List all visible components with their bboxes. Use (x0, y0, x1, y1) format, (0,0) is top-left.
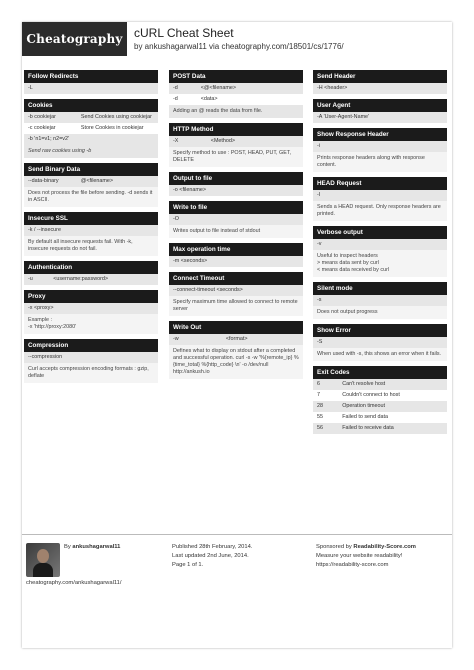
page-title: cURL Cheat Sheet (134, 26, 234, 40)
by-label: By (64, 544, 71, 550)
author-line (64, 543, 120, 552)
section-http-method (169, 123, 303, 167)
cmd-cell: -d (173, 85, 178, 91)
section-max-operation-time (169, 243, 303, 267)
section-note: Prints response headers along with response content. (313, 152, 447, 172)
section-note: Writes output to file instead of stdout (169, 225, 303, 238)
section-note: Specify maximum time allowed to connect to remote server (169, 296, 303, 316)
section-title: HTTP Method (169, 123, 303, 136)
cmd-cell: -d (173, 96, 178, 102)
section-note: Send raw cookies using -b (24, 145, 158, 158)
cmd-cell: -w (173, 336, 179, 342)
cmd-cell: --data-binary (28, 178, 59, 184)
section-title: Show Error (313, 324, 447, 337)
desc-cell: <data> (200, 96, 218, 102)
section-title: Verbose output (313, 226, 447, 239)
section-show-error (313, 324, 447, 361)
table-row (313, 390, 447, 401)
section-title: Output to file (169, 172, 303, 185)
section-silent-mode (313, 282, 447, 319)
page-footer (22, 534, 452, 614)
sponsor-line (316, 543, 416, 552)
table-row (24, 352, 158, 363)
desc-cell: Failed to receive data (342, 425, 394, 431)
section-title: User Agent (313, 99, 447, 112)
cmd-cell: -o <filename> (173, 187, 206, 193)
section-proxy (24, 290, 158, 334)
cmd-cell: --compression (28, 354, 63, 360)
column-3 (313, 70, 447, 439)
section-note: Specify method to use : POST, HEAD, PUT, GET, DELETE (169, 147, 303, 167)
cheat-sheet-page (22, 22, 452, 648)
code-cell: 28 (317, 403, 323, 409)
cmd-cell: -b cookiejar (28, 114, 56, 120)
table-row (169, 256, 303, 267)
desc-cell (370, 297, 443, 304)
table-row (313, 112, 447, 123)
section-title: HEAD Request (313, 177, 447, 190)
cmd-cell: -i (317, 143, 320, 149)
desc-cell (81, 85, 154, 92)
section-cookies (24, 99, 158, 158)
section-title: Follow Redirects (24, 70, 158, 83)
desc-cell: <Method> (210, 138, 236, 144)
cmd-cell: -u (28, 276, 33, 282)
cmd-cell: -c cookiejar (28, 125, 56, 131)
section-output-to-file (169, 172, 303, 196)
cmd-cell: -b 'n1=v1; n2=v2' (28, 136, 70, 142)
published-date: Published 28th February, 2014. (172, 544, 253, 550)
section-note: Does not output progress (313, 306, 447, 319)
table-row (169, 214, 303, 225)
table-row (313, 337, 447, 348)
sponsor-link[interactable]: Readability-Score.com (353, 544, 416, 550)
cmd-cell: -X (173, 138, 179, 144)
section-verbose-output (313, 226, 447, 277)
table-row (313, 83, 447, 94)
cmd-cell: -A 'User-Agent-Name' (317, 114, 370, 120)
cheatography-logo[interactable]: Cheatography (22, 22, 127, 56)
section-note: Defines what to display on stdout after a completed and successful operation. curl -s -w '%{remote_ip} %{time_total} %{http_code} \n' -o /dev/null http://ankush.io (169, 345, 303, 379)
desc-cell: <format> (225, 336, 248, 342)
cmd-cell: -s (317, 297, 322, 303)
desc-cell (226, 187, 299, 194)
section-title: Insecure SSL (24, 212, 158, 225)
section-send-header (313, 70, 447, 94)
section-title: Write Out (169, 321, 303, 334)
page-subtitle[interactable]: by ankushagarwal11 via cheatography.com/18501/cs/1776/ (134, 42, 344, 51)
section-note: -x 'http://proxy:2080' (24, 324, 158, 334)
desc-cell (81, 136, 154, 143)
section-note: Useful to inspect headers (313, 250, 447, 260)
sponsor-prefix: Sponsored by (316, 544, 352, 550)
author-url[interactable]: cheatography.com/ankushagarwal11/ (26, 580, 122, 586)
desc-cell: <username:password> (53, 276, 109, 282)
table-row (169, 185, 303, 196)
section-exit-codes (313, 366, 447, 434)
section-user-agent (313, 99, 447, 123)
code-cell: 55 (317, 414, 323, 420)
section-title: Silent mode (313, 282, 447, 295)
table-row (24, 134, 158, 145)
section-head-request (313, 177, 447, 221)
section-note: Does not process the file before sending. -d sends it in ASCII. (24, 187, 158, 207)
table-row (313, 141, 447, 152)
table-row (169, 83, 303, 94)
code-cell: 7 (317, 392, 320, 398)
desc-cell: Send Cookies using cookiejar (80, 114, 152, 120)
desc-cell: Store Cookies in cookiejar (80, 125, 144, 131)
column-1 (24, 70, 158, 388)
section-title: Proxy (24, 290, 158, 303)
section-note: When used with -s, this shows an error when it fails. (313, 348, 447, 361)
section-note: Example : (24, 314, 158, 324)
section-write-to-file (169, 201, 303, 238)
section-note: Curl accepts compression encoding formats : gzip, deflate (24, 363, 158, 383)
publish-info (172, 543, 252, 570)
cmd-cell: -k / --insecure (28, 227, 61, 233)
section-note: < means data received by curl (313, 267, 447, 277)
table-row (169, 334, 303, 345)
table-row (313, 423, 447, 434)
table-row (313, 379, 447, 390)
section-title: Exit Codes (313, 366, 447, 379)
desc-cell: @<filename> (80, 178, 114, 184)
section-title: Send Binary Data (24, 163, 158, 176)
section-compression (24, 339, 158, 383)
table-row (24, 112, 158, 123)
desc-cell (370, 192, 443, 199)
cmd-cell: -S (317, 339, 323, 345)
section-note: Adding an @ reads the data from file. (169, 105, 303, 118)
section-title: Authentication (24, 261, 158, 274)
desc-cell: Can't resolve host (342, 381, 386, 387)
author-link[interactable]: ankushagarwal11 (72, 544, 121, 550)
table-row (313, 295, 447, 306)
desc-cell: Couldn't connect to host (342, 392, 400, 398)
desc-cell (370, 143, 443, 150)
section-note: By default all insecure requests fail. With -k, insecure requests do not fail. (24, 236, 158, 256)
section-title: Write to file (169, 201, 303, 214)
code-cell: 56 (317, 425, 323, 431)
column-2 (169, 70, 303, 384)
desc-cell: Operation timeout (342, 403, 386, 409)
section-follow-redirects (24, 70, 158, 94)
table-row (169, 285, 303, 296)
cmd-cell: -x <proxy> (28, 305, 54, 311)
desc-cell: <@<filename> (200, 85, 237, 91)
table-row (24, 83, 158, 94)
code-cell: 6 (317, 381, 320, 387)
section-title: Send Header (313, 70, 447, 83)
desc-cell (226, 216, 299, 223)
table-row (24, 225, 158, 236)
section-note: > means data sent by curl (313, 260, 447, 267)
sponsor-tagline: Measure your website readability! (316, 553, 403, 559)
sponsor-info (316, 543, 416, 570)
table-row (24, 176, 158, 187)
section-insecure-ssl (24, 212, 158, 256)
table-row (313, 190, 447, 201)
cmd-cell: --connect-timeout <seconds> (173, 287, 243, 293)
desc-cell (226, 258, 299, 265)
section-post-data (169, 70, 303, 118)
section-show-response-header (313, 128, 447, 172)
section-title: Max operation time (169, 243, 303, 256)
table-row (169, 136, 303, 147)
section-write-out (169, 321, 303, 379)
sponsor-url[interactable]: https://readability-score.com (316, 562, 389, 568)
avatar (26, 543, 60, 577)
section-send-binary (24, 163, 158, 207)
cmd-cell: -O (173, 216, 179, 222)
page-number: Page 1 of 1. (172, 562, 204, 568)
desc-cell (370, 241, 443, 248)
table-row (313, 401, 447, 412)
desc-cell (81, 305, 154, 312)
desc-cell (81, 354, 154, 361)
section-title: POST Data (169, 70, 303, 83)
table-row (24, 274, 158, 285)
table-row (24, 303, 158, 314)
table-row (313, 239, 447, 250)
table-row (169, 94, 303, 105)
section-title: Compression (24, 339, 158, 352)
desc-cell (370, 85, 443, 92)
section-connect-timeout (169, 272, 303, 316)
cmd-cell: -L (28, 85, 33, 91)
desc-cell: Failed to send data (342, 414, 389, 420)
section-title: Cookies (24, 99, 158, 112)
section-note: Sends a HEAD request. Only response headers are printed. (313, 201, 447, 221)
avatar-body (33, 563, 53, 577)
table-row (313, 412, 447, 423)
table-row (24, 123, 158, 134)
avatar-face (37, 549, 49, 563)
desc-cell (370, 339, 443, 346)
section-title: Connect Timeout (169, 272, 303, 285)
cmd-cell: -v (317, 241, 322, 247)
desc-cell (81, 227, 154, 234)
section-authentication (24, 261, 158, 285)
section-title: Show Response Header (313, 128, 447, 141)
updated-date: Last updated 2nd June, 2014. (172, 553, 249, 559)
cmd-cell: -H <header> (317, 85, 348, 91)
cmd-cell: -I (317, 192, 321, 198)
cmd-cell: -m <seconds> (173, 258, 208, 264)
